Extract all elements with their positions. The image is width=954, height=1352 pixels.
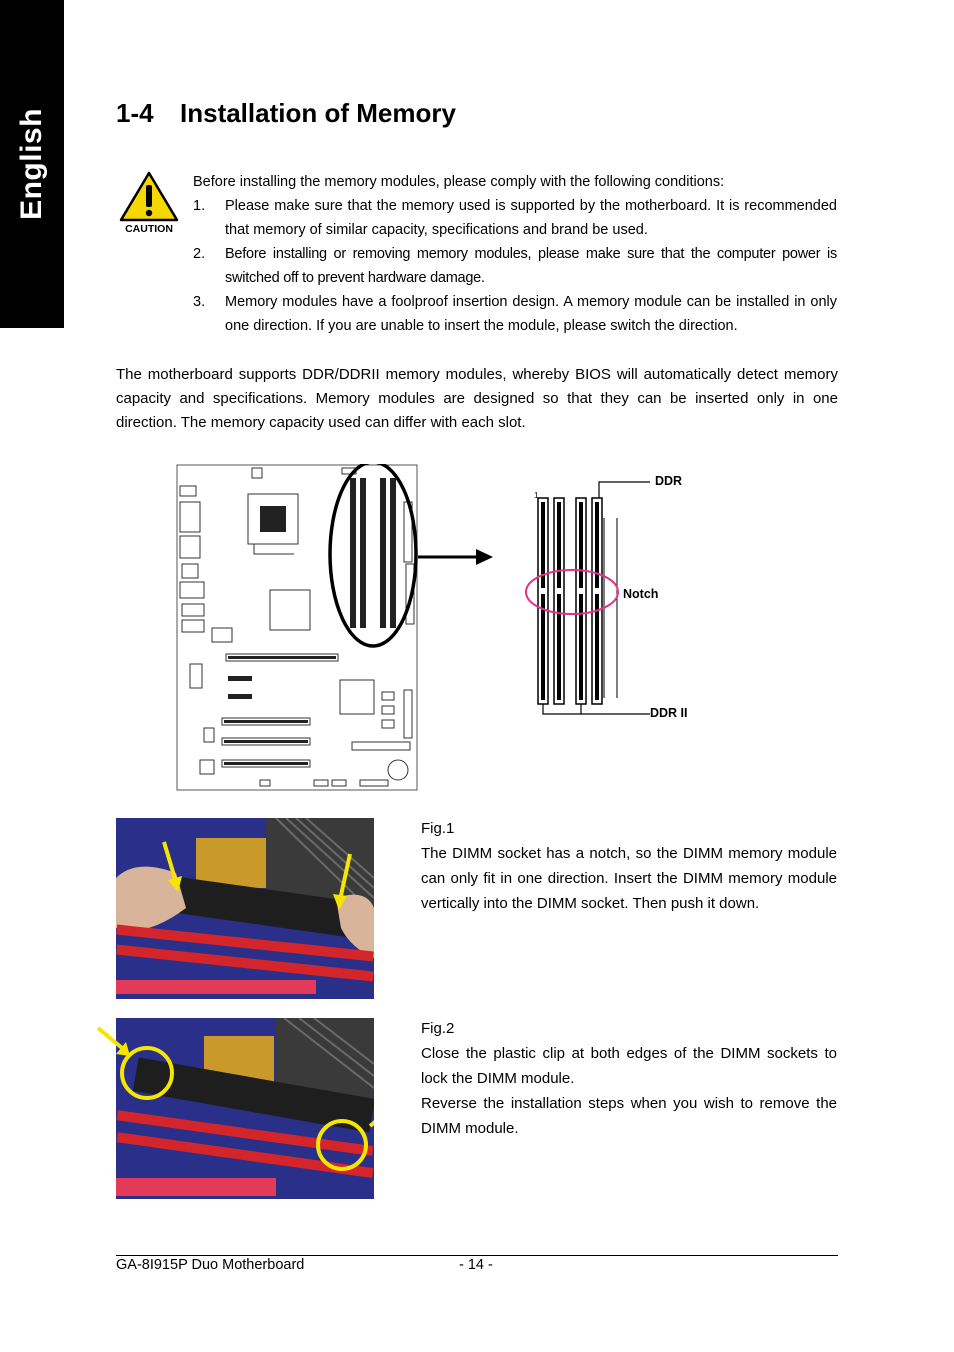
language-tab-label: English (15, 108, 48, 220)
fig2-clip-photo (94, 1018, 374, 1199)
dimm-slots-diagram (520, 468, 720, 718)
notch-label: Notch (623, 587, 659, 601)
fig2-label: Fig.2 (421, 1020, 455, 1037)
caution-intro: Before installing the memory modules, please comply with the following conditions: (193, 174, 725, 190)
footer-model: GA-8I915P Duo Motherboard (116, 1257, 305, 1273)
svg-text:1: 1 (534, 491, 539, 500)
motherboard-layout-diagram (176, 464, 418, 792)
section-title: Installation of Memory (180, 98, 456, 128)
fig2-description: Close the plastic clip at both edges of the DIMM sockets to lock the DIMM module. (421, 1045, 837, 1087)
page-number: - 14 - (459, 1257, 493, 1273)
fig1-description: The DIMM socket has a notch, so the DIMM memory module can only fit in one direction. Insert the DIMM memory module vertically into the DIMM socket. Then push it down. (421, 845, 837, 912)
section-heading (116, 98, 456, 129)
condition-text: Before installing or removing memory modules, please make sure that the computer power is switched off to prevent hardware damage. (225, 246, 837, 286)
language-tab (0, 0, 64, 328)
condition-item (193, 290, 837, 338)
condition-item (193, 242, 837, 290)
condition-number: 1. (193, 198, 206, 214)
body-paragraph: The motherboard supports DDR/DDRII memory modules, whereby BIOS will automatically detect memory capacity and specifications. Memory modules are designed so that they can be inserted only in one direction. The memory capacity used can differ with each slot. (116, 366, 838, 431)
right-arrow-icon (418, 546, 494, 568)
condition-text: Memory modules have a foolproof insertion design. A memory module can be installed in only one direction. If you are unable to insert the module, please switch the direction. (225, 294, 837, 334)
fig2-text (421, 1016, 837, 1141)
fig1-label: Fig.1 (421, 820, 455, 837)
condition-text: Please make sure that the memory used is supported by the motherboard. It is recommended that memory of similar capacity, specifications and brand be used. (225, 198, 837, 238)
caution-icon (118, 170, 180, 235)
caution-label: CAUTION (125, 223, 173, 235)
condition-number: 2. (193, 246, 206, 262)
ddr2-label: DDR II (650, 706, 688, 720)
fig2-description: Reverse the installation steps when you wish to remove the DIMM module. (421, 1095, 837, 1137)
fig1-text (421, 816, 837, 916)
section-number: 1-4 (116, 98, 154, 128)
ddr-label: DDR (655, 474, 683, 488)
condition-number: 3. (193, 294, 206, 310)
footer-rule (116, 1255, 838, 1256)
condition-item (193, 194, 837, 242)
fig1-install-photo (116, 818, 374, 999)
